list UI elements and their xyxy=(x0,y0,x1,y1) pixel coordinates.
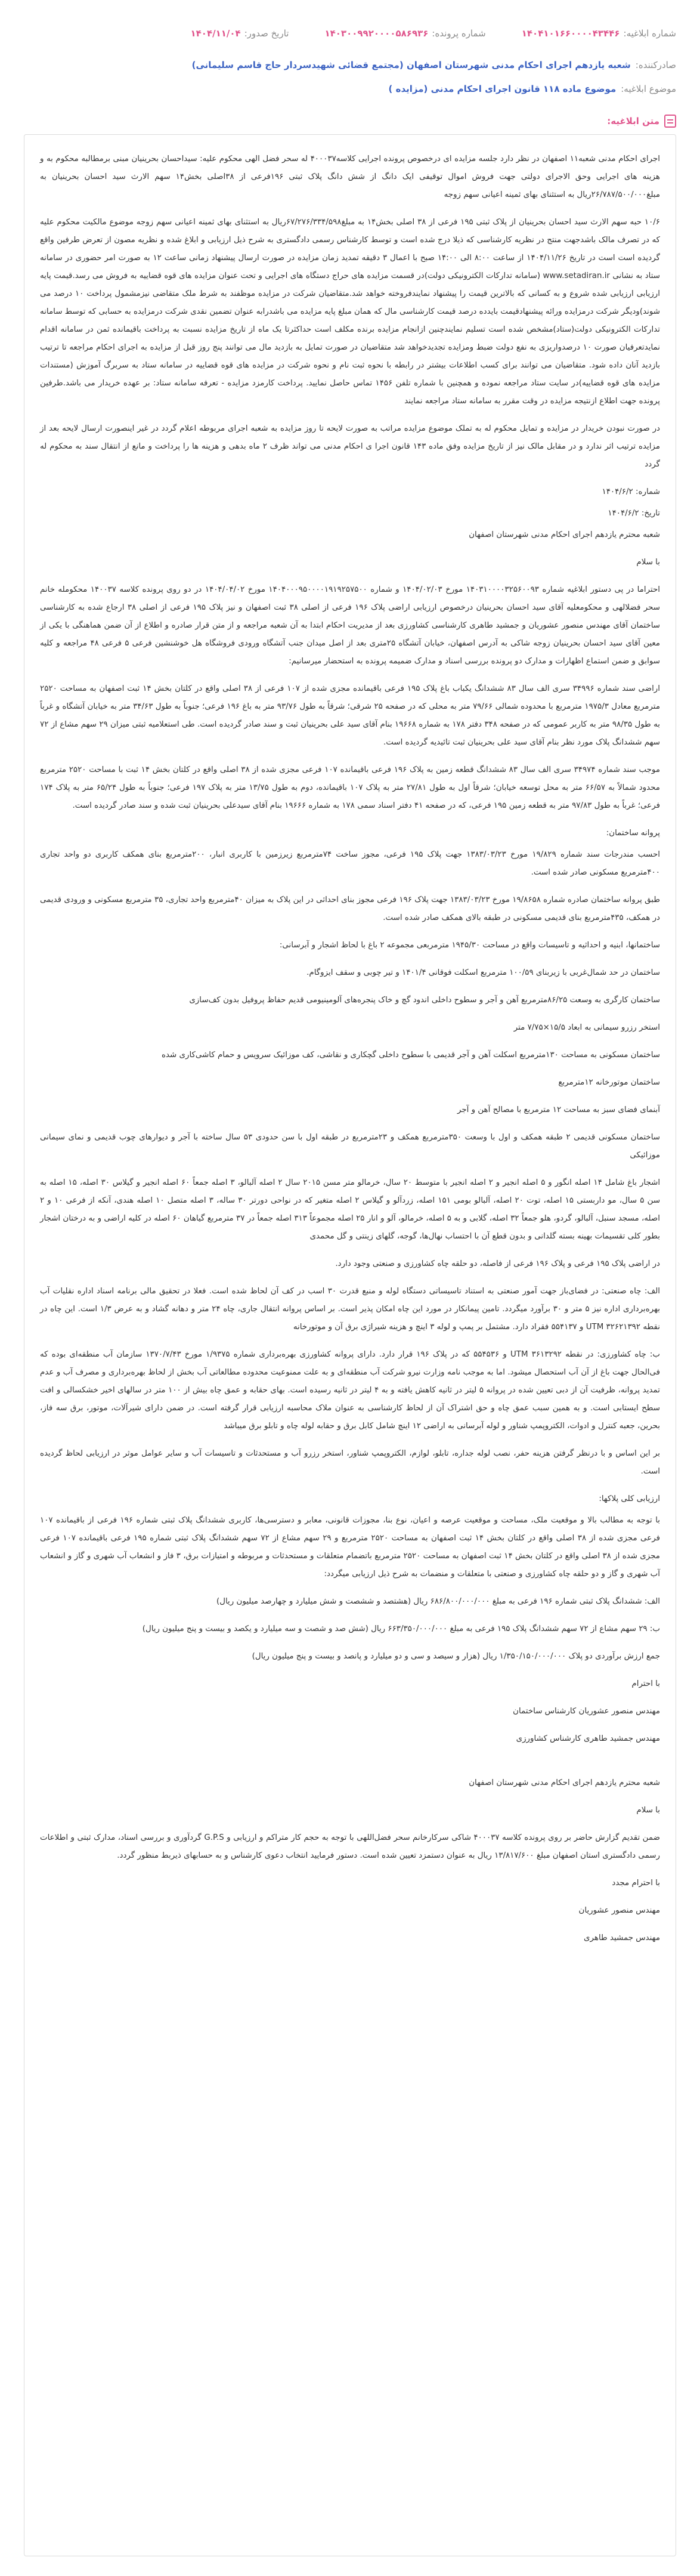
paragraph: شعبه محترم یازدهم اجرای احکام مدنی شهرستان اصفهان xyxy=(469,530,660,539)
paragraph: مهندس جمشید طاهری xyxy=(584,1933,660,1942)
request-number xyxy=(522,28,676,39)
paragraph: ساختمان کارگری به وسعت ۸۶/۲۵مترمربع آهن و آجر و سطوح داخلی اندود گچ و خاک پنجره‌های آلومینیومی قدیم حفاظ پروفیل بدون کف‌سازی xyxy=(189,996,660,1005)
paragraph: شعبه محترم یازدهم اجرای احکام مدنی شهرستان اصفهان xyxy=(469,1778,660,1787)
paragraph: احتراما در پی دستور ابلاغیه شماره ۱۴۰۳۱۰۰۰۰۳۲۵۶۰۰۹۳ مورخ ۱۴۰۴/۰۲/۰۳ و شماره ۱۴۰۴۰۰۰۹۵۰۰۰۰۱۹۱۹۲۵۷۵۰۰ مورخ ۱۴۰۴/۰۴/۰۲ در دو روی پرونده کلاسه ۱۴۰۰۳۷ محکومله خانم سحر فضلالهی و محکومعلیه آقای سید احسان بحرینیان درخصوص ارزیابی اراضی پلاک ۱۹۶ فرعی از اصلی ۳۸ ثبت اصفهان و نیز پلاک ۱۹۵ فرعی از اصلی ۳۸ ارجاع شده به کارشناسی ساختمان آقای مهندس منصور عشوریان و جمشید طاهری کارشناسی کشاورزی بعد از مدیریت احکام ابتدا به آن شعبه مراجعه و از متن قرار صادره و اطلاع از آن ضمن هماهنگی با یکی از معین آقای سید احسان بحرینیان زوجه شاکی به آدرس اصفهان، خیابان آتشگاه ۲۵متری بعد از اصل میدان جنب آتشگاه ورودی فروشگاه هل خوشنشین فرعی ۵ فرعی ۴۸ مراجعه و کلیه سوابق و ضمن استماع اظهارات و مدارک دو پرونده بررسی اسناد و مدارک ضمیمه پرونده به استحضار میرسانیم: xyxy=(40,585,660,666)
paragraph: شماره: ۱۴۰۴/۶/۲ xyxy=(602,487,660,496)
issue-date-value: ۱۴۰۴/۱۱/۰۴ xyxy=(190,28,241,39)
paragraph: الف: چاه صنعتی: در فضای‌باز جهت آمور صنعتی به استناد تاسیساتی دستگاه لوله و منبع قدرت ۳۰ اسب در کف آن لحاظ شده است. فعلا در تحقیق مالی برنامه اسناد اداره نقلیات آب بهره‌برداری اداره نیز ۵ متر و ۳۰ برآورد میگردد. تامین پیمانکار در مورد این چاه امکان پذیر است. بر اساس پروانه انتقال جاری، چاه ۲۴ متر و دهانه گشاد و به عرض ۱/۳ است. این چاه در نقطه ۳۲۶۲۱۳۹۲ UTM و ۵۵۴۱۳۷ فقراد دارد. مشتمل بر پمپ و لوله ۳ اینچ و هزینه شیراژی برق آن و موتورخانه xyxy=(40,1287,661,1332)
issuer-value: شعبه یازدهم اجرای احکام مدنی شهرستان اصفهان (مجتمع قضائی شهیدسردار حاج قاسم سلیمانی) xyxy=(191,60,631,70)
notice-text-body xyxy=(24,134,676,2556)
paragraph: ارزیابی کلی پلاکها: xyxy=(599,1494,660,1503)
issue-date xyxy=(190,28,289,39)
paragraph: بر این اساس و با درنظر گرفتن هزینه حفر، نصب لوله جداره، تابلو، لوازم، الکتروپمپ شناور، استخر رزرو آب و مستحدثات و تاسیسات آب و سایر عوامل موثر در ارزیابی لحاظ گردیده است. xyxy=(40,1449,660,1476)
subject-row xyxy=(24,84,676,94)
paragraph: با توجه به مطالب بالا و موقعیت ملک، مساحت و موقعیت عرصه و اعیان، نوع بنا، مجوزات قانونی، معابر و دسترسی‌ها، کاربری ششدانگ پلاک ثبتی شماره ۱۹۶ فرعی از باقیمانده ۱۰۷ فرعی مجزی شده از ۳۸ اصلی واقع در کلتان بخش ۱۴ ثبت اصفهان به مساحت ۲۵۲۰ مترمربع و ۲۹ سهم مشاع از ۷۲ سهم ششدانگ پلاک ثبتی شماره ۱۹۵ فرعی باقیمانده ۱۰۷ فرعی مجزی شده از ۳۸ اصلی واقع در کلتان بخش ۱۴ ثبت اصفهان به مساحت ۲۵۲۰ مترمربع باتضمام متعلقات و مستحدثات و مربوطه و امتیازات برق، ۳ فاز و انشعاب آب شهری و گاز و انشعاب آب شهری و گاز و دو حلقه چاه کشاورزی و صنعتی با متعلقات و منضمات به شرح ذیل ارزیابی میگردد: xyxy=(40,1516,660,1579)
paragraph: ۱۰/۶ حبه سهم الارث سید احسان بحرینیان از پلاک ثبتی ۱۹۵ فرعی از ۳۸ اصلی بخش۱۴ به مبلغ۶۷/۲۷۶/۳۳۴/۵۹۸ریال به استثنای بهای ثمینه اعیانی سهم زوجه موضوع مالکیت محکوم علیه که در تصرف مالک باشدجهت منتج در نظریه کارشناسی که ذیلا درج شده است و توسط کارشناس رسمی دادگستری به شرح ذیل ارزیابی و ابلاغ شده و نظریه مصون از تعرض طرفین واقع گردیده است است در تاریخ ۱۴۰۴/۱۱/۲۶ از ساعت ۸:۰۰ الی ۱۴:۰۰ صبح با اعمال ۳ دقیقه تمدید زمان مزایده در صورت ارسال پیشنهاد زمانی ساعت ۱۲ به صورت امر حضوری در سامانه ستاد به نشانی www.setadiran.ir (سامانه تدارکات الکترونیکی دولت)در قسمت مزایده های حراج دستگاه های اجرایی و تحت عنوان مزایده های قوه قضاییه به فروش می رسد.قیمت پایه ارزیابی ارزیابی شده شروع و به کسانی که بالاترین قیمت را پیشنهاد نمایندفروخته خواهد شد.متقاضیان شرکت در مزایده موظفند به شرط ملک متقاضی نیزمشمول پرداخت ۱۰ درصد می شوند)ودیگر شرکت درمزایده ورائه پیشنهادقیمت بایدده درصد قیمت کارشناسی مال که همان مبلغ پایه مزایده می باشدرابه عنوان تضمین نقدی شرکت درمزایده به حسابی که توسط سامانه تدارکات الکترونیکی دولت(ستاد)مشخص شده است تسلیم نمایندچنین ازانجام مزایده برنده مکلف است حداکثرتا یک ماه از تاریخ مزایده نسبت به پرداخت باقیمانده ثمن در سامانه اقدام نمایدتعرفیان صورت ۱۰ درصدواریزی به نفع دولت ضبط ومزایده تجدیدخواهد شد متقاضیان در صورت تمایل به بازدید مال می توانند پنج روز قبل از مزایده به اجرای احکام مراجعه تا ترتیب بازدید آنان داده شود. متقاضیان می توانند برای کسب اطلاعات بیشتر در رابطه با نحوه ثبت نام و نحوه شرکت در مزایده های قوه قضاییه در سامانه ستاد به سربرگ آموزش (مستندات مزایده های قوه قضاییه)در سایت ستاد مراجعه نموده و همچنین با شماره تلفن ۱۴۵۶ تماس حاصل نمایید. پرداخت کارمزد مزایده - تعرفه سامانه ستاد: بر عهده خریدار می باشد.طرفین پرونده جهت اطلاع ازنتیجه مزایده در وقت مقرر به سامانه ستاد مراجعه نمایند xyxy=(40,218,661,406)
paragraph: مهندس منصور عشوریان کارشناس ساختمان xyxy=(513,1707,660,1716)
paragraph: با احترام xyxy=(631,1679,660,1688)
case-number-label: شماره پرونده: xyxy=(432,28,486,39)
issuer-label: صادرکننده: xyxy=(635,60,676,70)
paragraph: پروانه ساختمان: xyxy=(606,829,660,838)
paragraph: ضمن تقدیم گزارش حاضر بر روی پرونده کلاسه ۴۰۰۰۳۷ شاکی سرکارخانم سحر فضل‌اللهی با توجه به حجم کار متراکم و ارزیابی و G.P.S گردآوری و بررسی اسناد، مدارک ثبتی و اطلاعات رسمی دادگستری استان اصفهان مبلغ ۱۳/۸۱۷/۶۰۰ ریال به عنوان دستمزد تعیین شده است. دستور فرمایید انتخاب دعوی کارشناس و به حسابهای ذیربط منظور گردد. xyxy=(40,1833,660,1860)
paragraph: ساختمان مسکونی قدیمی ۲ طبقه همکف و اول با وسعت ۳۵۰مترمربع همکف و ۲۳مترمربع در طبقه اول با سن حدودی ۵۳ سال ساخته با آجر و دیوارهای چوب قدیمی و نمای سیمانی موزائیکی xyxy=(40,1133,661,1160)
paragraph: تاریخ: ۱۴۰۴/۶/۲ xyxy=(608,509,660,518)
paragraph: استخر رزرو سیمانی به ابعاد ۱۵/۵×۷/۷۵ متر xyxy=(513,1023,660,1032)
notice-text-title: متن ابلاغیه: xyxy=(607,116,659,126)
subject-value: موضوع ماده ۱۱۸ قانون اجرای احکام مدنی (مزایده ) xyxy=(388,84,617,94)
paragraph: ساختمان مسکونی به مساحت ۱۳۰مترمربع اسکلت آهن و آجر قدیمی با سطوح داخلی گچکاری و نقاشی، کف موزائیک سرویس و حمام کاشی‌کاری شده xyxy=(162,1051,660,1060)
request-number-value: ۱۴۰۴۱۰۱۶۶۰۰۰۰۴۳۴۴۶ xyxy=(521,28,620,39)
paragraph: مهندس جمشید طاهری کارشناس کشاورزی xyxy=(516,1734,660,1743)
notice-meta-row xyxy=(24,26,676,41)
paragraph: ساختمان در حد شمال‌غربی با زیربنای ۱۰۰/۵۹ مترمربع اسکلت فوقانی ۱۴۰۱/۴ و تیر چوبی و سقف ایزوگام. xyxy=(306,968,660,977)
case-number-value: ۱۴۰۳۰۰۹۹۲۰۰۰۰۵۸۶۹۳۶ xyxy=(324,28,429,39)
issuer-row xyxy=(24,60,676,70)
paragraph: ب: چاه کشاورزی: در نقطه ۳۶۱۳۲۹۲ UTM و ۵۵۴۵۳۶ که در پلاک ۱۹۶ قرار دارد. دارای پروانه کشاورزی بهره‌برداری شماره ۱/۹۳۷۵ مورخ ۱۳۷۰/۷/۴۳ سازمان آب منطقه‌ای بوده که فی‌الحال جهت باغ از آن آب استحصال میشود. اما به موجب نامه وزارت نیرو شرکت آب منطقه‌ای و به علت ممنوعیت محدوده مطالعاتی آب بخش از لحاظ بهره‌برداری و مصرف آب و عدم تمدید پروانه، ظرفیت آن از دبی تعیین شده در پروانه ۵ لیتر در ثانیه کاهش یافته و به ۴ لیتر در ثانیه رسیده است. بهای حقابه و عمق چاه بیش از ۱۰۰ متر در سالهای اخیر خشکسالی و افت سطح ایستابی است. و به همین سبب عمق چاه و حق اشتراک آن از لحاظ کارشناسی به عنوان ملاک محاسبه ارزیابی قرار گرفته است. در ضمن دارای شیرآلات، موتور، برق سه فاز، بحرین، جعبه کنترل و ادوات، الکتروپمپ شناور و لوله آبرسانی به اراضی ۱۲ اینچ شامل کابل برق و حقابه لوله چاه و تابلو برق میباشد xyxy=(40,1350,660,1431)
subject-label: موضوع ابلاغیه: xyxy=(621,84,676,94)
paragraph: جمع ارزش برآوردی دو پلاک ۱/۳۵۰/۱۵۰/۰۰۰/۰۰۰ ریال (هزار و سیصد و سی و دو میلیارد و پانصد و بیست و پنج میلیون ریال) xyxy=(252,1652,660,1661)
paragraph: ب: ۲۹ سهم مشاع از ۷۲ سهم ششدانگ پلاک ۱۹۵ فرعی به مبلغ ۶۶۳/۳۵۰/۰۰۰/۰۰۰ ریال (شش صد و شصت و سه میلیارد و یکصد و بیست و پنج میلیون ریال) xyxy=(142,1624,660,1633)
notice-text-header xyxy=(607,115,676,128)
case-number xyxy=(324,28,485,39)
paragraph: با سلام xyxy=(636,558,660,567)
paragraph: موجب سند شماره ۳۴۹۷۴ سری الف سال ۸۳ ششدانگ قطعه زمین به پلاک ۱۹۶ فرعی باقیمانده ۱۰۷ فرعی مجزی شده از ۳۸ اصلی واقع در کلتان بخش ۱۴ ثبت با مساحت ۲۵۲۰ مترمربع محدود شمالاً به ۶۶/۵۷ متر به محل توسعه خیابان؛ شرقاً اول به طول ۲۷/۸۱ متر به پلاک ۱۰۷ باقیمانده، دوم به طول ۱۳/۷۵ متر به پلاک ۱۹۷ فرعی؛ جنوباً به طول ۶۵/۲۴ متر به پلاک ۱۷۴ فرعی؛ غرباً به طول ۹۷/۸۳ متر به قطعه زمین ۱۹۵ فرعی، که در صفحه ۴۱ دفتر اسناد سمی ۱۷۸ به شماره ۱۹۶۶۶ بنام آقای سیدعلی بحرینیان ثبت شده و سند صادر گردیده است. xyxy=(40,765,660,810)
paragraph: در صورت نبودن خریدار در مزایده و تمایل محکوم له به تملک موضوع مزایده مراتب به صورت لایحه تا روز مزایده به شعبه اجرای مربوطه اعلام گردد در غیر اینصورت ارسال لایحه بعد از مزایده ترتیب اثر ندارد و در مقابل مالک نیز از تاریخ مزایده وفق ماده ۱۴۳ قانون اجرا ی احکام مدنی می تواند ظرف ۲ ماه بدهی و هزینه ها را پرداخت و مانع از انتقال سند به محکوم له گردد xyxy=(40,424,660,469)
paragraph: اجرای احکام مدنی شعبه۱۱ اصفهان در نظر دارد جلسه مزایده ای درخصوص پرونده اجرایی کلاسه۴۰۰۰۳۷ له سحر فضل الهی محکوم علیه: سیداحسان بحرینیان مبنی برمطالبه محکوم به و هزینه های اجرایی وحق الاجرای دولتی جهت فروش اموال توقیفی ایک دانگ از شش دانگ پلاک ثبتی ۱۹۶فرعی از ۳۸اصلی بخش۱۴ سهم الارث سید احسان بحرینیان به مبلغ۲۶/۷۸۷/۵۰۰/۰۰۰ریال به استثنای بهای ثمینه اعیانی سهم زوجه xyxy=(40,155,660,199)
paragraph: با سلام xyxy=(636,1806,660,1815)
paragraph: اراضی سند شماره ۳۴۹۹۶ سری الف سال ۸۳ ششدانگ یکباب باغ پلاک ۱۹۵ فرعی باقیمانده مجزی شده از ۱۰۷ فرعی از ۳۸ اصلی واقع در کلتان بخش ۱۴ ثبت اصفهان به مساحت ۲۵۲۰ مترمربع معادل ۱۹۷۵/۳ مترمربع با محدوده شمالی ۷۹/۶۶ متر به محلی که در صفحه ۲۵ شرقی؛ شرقاً به طول ۹۳/۷۶ متر به باغ ۱۹۶ فرعی؛ جنوباً به طول ۳۴/۶۳ متر به خیابان آتشگاه و غرباً به طول ۹۸/۳۵ متر به کاربر عمومی که در صفحه ۳۴۸ دفتر ۱۷۸ به شماره ۱۹۶۶۸ بنام آقای سید علی بحرینیان ثبت و سند صادر گردیده است. طی استعلامیه ثبتی میزان ۲۹ سهم مشاع از ۷۲ سهم ششدانگ پلاک مورد نظر بنام آقای سید علی بحرینیان ثبت تائیدیه گردیده است. xyxy=(40,684,660,747)
paragraph: مهندس منصور عشوریان xyxy=(578,1906,660,1915)
paragraph: ساختمانها، ابنیه و احداثیه و تاسیسات واقع در مساحت ۱۹۴۵/۳۰ مترمربعی مجموعه ۲ باغ با لحاظ اشجار و آبرسانی: xyxy=(279,941,660,950)
paragraph: با احترام مجدد xyxy=(612,1879,660,1888)
paragraph: در اراضی پلاک ۱۹۵ فرعی و پلاک ۱۹۶ فرعی از فاصله، دو حلقه چاه کشاورزی و صنعتی وجود دارد. xyxy=(335,1259,660,1268)
paragraph: احسب مندرجات سند شماره ۱۹/۸۲۹ مورخ ۱۳۸۳/۰۳/۲۳ جهت پلاک ۱۹۵ فرعی، مجوز ساخت ۷۴مترمربع زیرزمین با کاربری انبار، ۲۰۰مترمربع بنای همکف کاربری دو واحد تجاری ۴۰۰مترمربع مسکونی صادر شده است. xyxy=(40,850,660,877)
paragraph: طبق پروانه ساختمان صادره شماره ۱۹/۸۶۵۸ مورخ ۱۳۸۳/۰۳/۲۳ جهت پلاک ۱۹۶ فرعی مجوز بنای احداثی در این پلاک به میزان ۴۰مترمربع واحد تجاری، ۳۵ مترمربع مسکونی و ورودی قدیمی در همکف، ۴۳۵مترمربع بنای قدیمی مسکونی در طبقه بالای همکف صادر شده است. xyxy=(40,895,660,922)
paragraph: الف: ششدانگ پلاک ثبتی شماره ۱۹۶ فرعی به مبلغ ۶۸۶/۸۰۰/۰۰۰/۰۰۰ ریال (هشتصد و ششصت و شش میلیارد و چهارصد میلیون ریال) xyxy=(216,1597,660,1606)
issue-date-label: تاریخ صدور: xyxy=(244,28,289,39)
paragraph: ساختمان موتورخانه ۱۲مترمربع xyxy=(558,1078,660,1087)
document-icon xyxy=(664,115,676,128)
request-number-label: شماره ابلاغیه: xyxy=(623,28,676,39)
paragraph: اشجار باغ شامل ۱۴ اصله انگور و ۵ اصله انجیر و ۲ اصله انجیر با متوسط ۲۰ سال، خرمالو متر مسن ۲۰۱۵ سال ۲ اصله آلبالو، ۳ اصله جمعاً ۶۰ اصله انجیر و گیلاس ۳۰ اصله، ۱۵ اصله به سن ۵ سال، مو دار‌بستی ۱۵ اصله، توت ۲۰ اصله، آلبالو بومی ۱۵۱ اصله، زردآلو و گیلاس ۲ اصله متغیر که در نواحی دورتر ۳۰ ساله، ۳ اصله متصل ۱۰ اصله هندی، آنکه از فرعی ۱۰ و ۲ اصله، مسجد سنبل، آلبالو، گردو، هلو جمعاً ۳۲ اصله، گلابی و به ۵ اصله، خرمالو، آلو و انار ۲۵ اصله مجموعاً ۳۱۳ اصله جمعاً در ۳۷ مترمربع گیاهان ۶۰ اصله در کلیه اراضی و به درختان اشجار بطور کلی تقسیمات بهینه بسته گلدانی و بدون قطع آن با احتساب نهال‌ها، گوجه، گلهای زینتی و گل محمدی xyxy=(40,1178,661,1241)
paragraph: آبنمای فضای سبز به مساحت ۱۲ مترمربع با مصالح آهن و آجر xyxy=(457,1105,660,1114)
